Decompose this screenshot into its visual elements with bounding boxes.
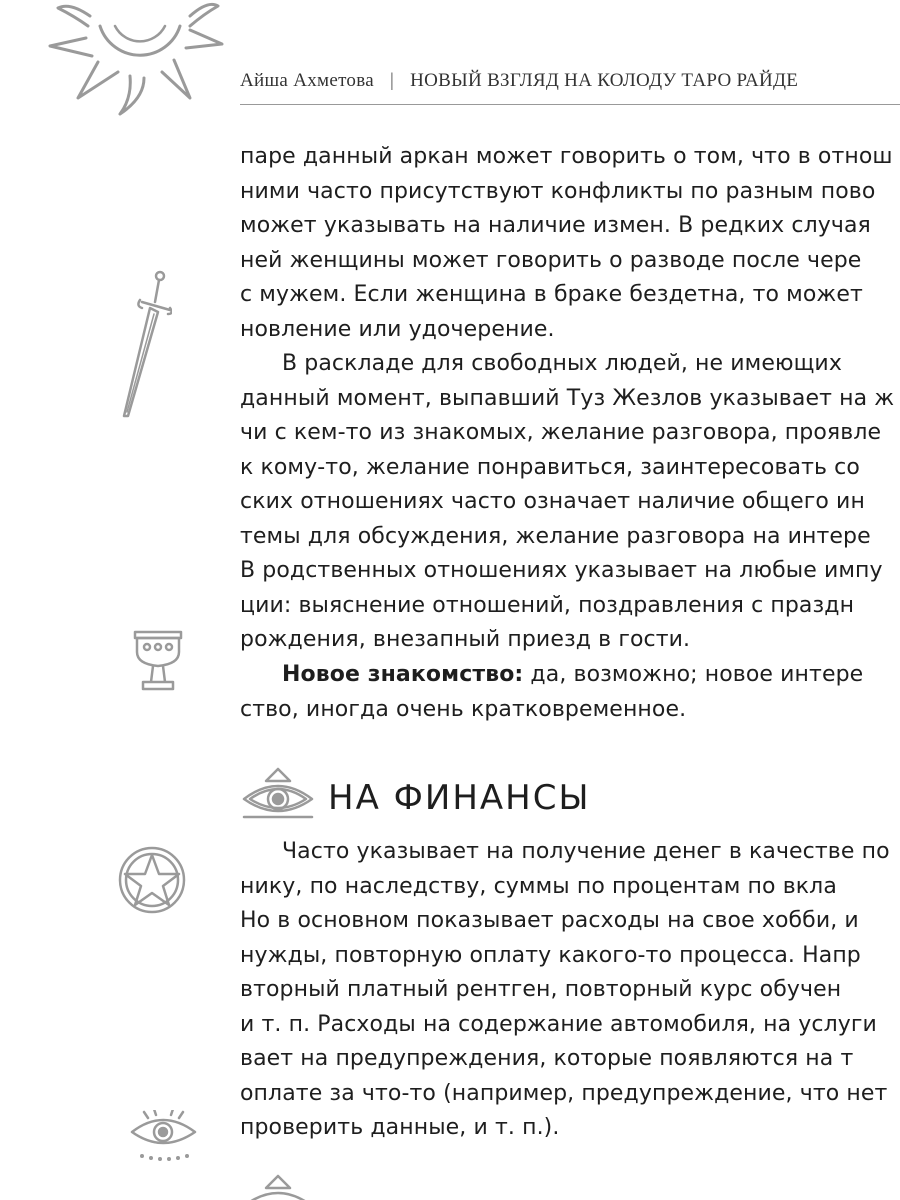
text-line: В родственных отношениях указывает на любые импу bbox=[240, 558, 883, 583]
text-line: новление или удочерение. bbox=[240, 316, 555, 342]
text-line: нику, по наследству, суммы по процентам по вкла bbox=[240, 873, 837, 899]
text-line: В раскладе для свободных людей, не имеющих bbox=[282, 351, 842, 376]
text-line: оплате за что-то (например, предупреждение, что нет bbox=[240, 1080, 888, 1106]
cup-icon bbox=[133, 630, 183, 692]
header-rule bbox=[240, 104, 900, 105]
text-line: Часто указывает на получение денег в качестве по bbox=[282, 839, 890, 864]
text-line: ство, иногда очень кратковременное. bbox=[240, 696, 687, 722]
text-line: паре данный аркан может говорить о том, что в отнош bbox=[240, 144, 893, 169]
text-line: вторный платный рентген, повторный курс обучен bbox=[240, 977, 842, 1002]
text-line: к кому-то, желание понравиться, заинтересовать со bbox=[240, 454, 860, 480]
text-line-rest: да, возможно; новое интере bbox=[523, 662, 864, 687]
text-line: может указывать на наличие измен. В редких случая bbox=[240, 213, 871, 238]
eye-icon bbox=[240, 1172, 316, 1200]
text-line: ции: выяснение отношений, поздравления с праздн bbox=[240, 592, 855, 618]
sword-icon bbox=[112, 268, 172, 423]
text-line: вает на предупреждения, которые появляются на т bbox=[240, 1046, 854, 1071]
section-heading bbox=[240, 758, 590, 838]
text-line: темы для обсуждения, желание разговора на интере bbox=[240, 523, 871, 549]
bold-lead: Новое знакомство: bbox=[282, 662, 524, 687]
paragraph-3 bbox=[240, 658, 900, 727]
pentacle-icon bbox=[118, 846, 186, 914]
text-line: данный момент, выпавший Туз Жезлов указывает на ж bbox=[240, 385, 895, 411]
text-line: чи с кем-то из знакомых, желание разговора, проявле bbox=[240, 420, 882, 445]
header-book-title: НОВЫЙ ВЗГЛЯД НА КОЛОДУ ТАРО РАЙДЕ bbox=[410, 70, 799, 91]
text-line: с мужем. Если женщина в браке бездетна, то может bbox=[240, 282, 863, 307]
text-line: ских отношениях часто означает наличие общего ин bbox=[240, 489, 865, 514]
text-line: ней женщины может говорить о разводе после чере bbox=[240, 247, 862, 273]
text-line: и т. п. Расходы на содержание автомобиля, на услуги bbox=[240, 1011, 877, 1037]
text-line: рождения, внезапный приезд в гости. bbox=[240, 627, 691, 652]
text-line: Но в основном показывает расходы на свое хобби, и bbox=[240, 908, 859, 933]
text-line: ними часто присутствуют конфликты по разным пово bbox=[240, 178, 876, 204]
section-title: НА ФИНАНСЫ bbox=[328, 778, 591, 818]
text-line: нужды, повторную оплату какого-то процесса. Напр bbox=[240, 942, 861, 968]
header-author: Айша Ахметова bbox=[240, 70, 374, 91]
running-header bbox=[240, 70, 900, 92]
header-separator: | bbox=[390, 70, 395, 91]
paragraph-2 bbox=[240, 347, 900, 658]
text-line: проверить данные, и т. п.). bbox=[240, 1115, 560, 1140]
sun-icon bbox=[40, 0, 225, 121]
paragraph-1 bbox=[240, 140, 900, 347]
paragraph-4 bbox=[240, 835, 900, 1146]
text-line bbox=[240, 658, 900, 693]
eye-icon bbox=[126, 1110, 201, 1165]
eye-icon bbox=[240, 765, 316, 831]
